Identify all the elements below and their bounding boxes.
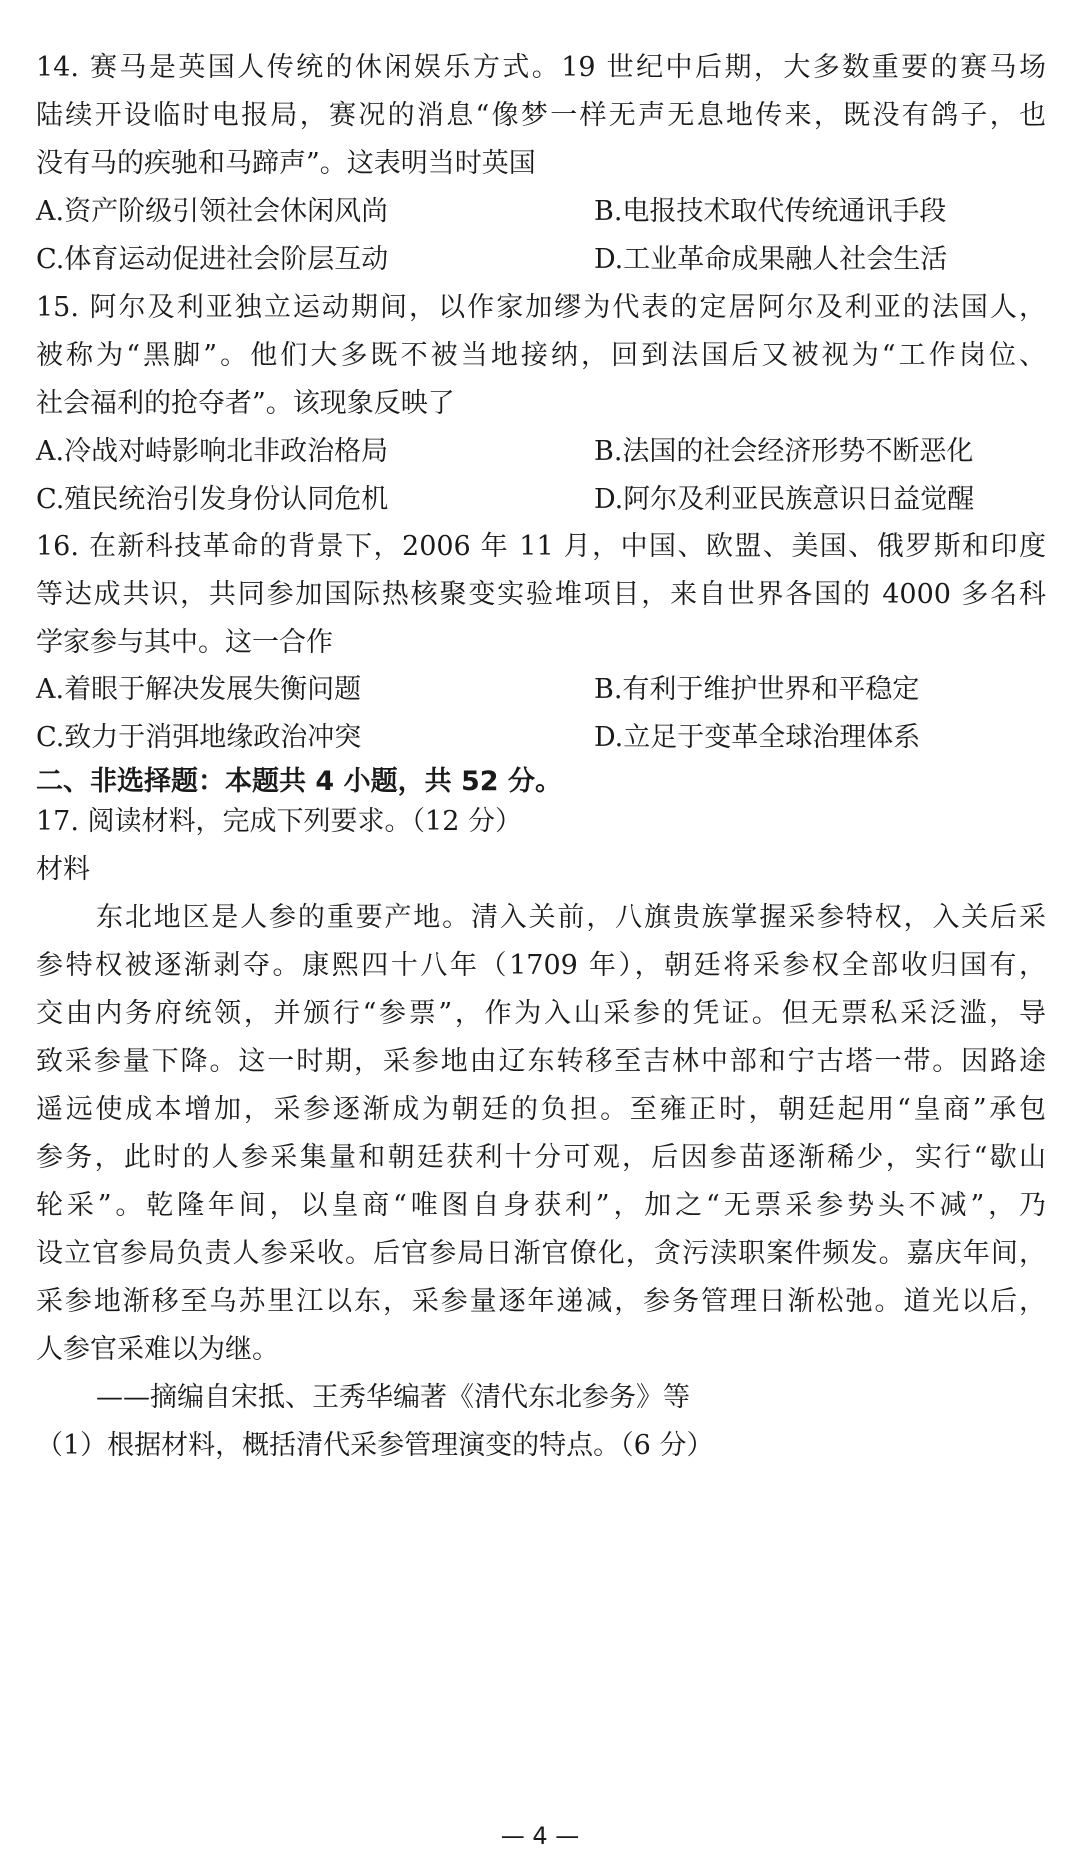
q17-material-line-1: 东北地区是人参的重要产地。清入关前，八旗贵族掌握采参特权，入关后采 (96, 902, 1046, 933)
q14-option-b: B.电报技术取代传统通讯手段 (594, 196, 947, 227)
q16-option-a: A.着眼于解决发展失衡问题 (36, 674, 362, 705)
q15-stem-line-3: 社会福利的抢夺者”。该现象反映了 (36, 388, 455, 419)
q17-sub-question-1: （1）根据材料，概括清代采参管理演变的特点。（6 分） (36, 1430, 714, 1461)
q14-stem-line-1: 14. 赛马是英国人传统的休闲娱乐方式。19 世纪中后期，大多数重要的赛马场 (36, 52, 1046, 83)
q17-material-line-5: 遥远使成本增加，采参逐渐成为朝廷的负担。至雍正时，朝廷起用“皇商”承包 (36, 1094, 1046, 1125)
q16-stem-line-1: 16. 在新科技革命的背景下，2006 年 11 月，中国、欧盟、美国、俄罗斯和印度 (36, 531, 1046, 562)
q17-material-line-4: 致采参量下降。这一时期，采参地由辽东转移至吉林中部和宁古塔一带。因路途 (36, 1046, 1046, 1077)
section-2-heading: 二、非选择题：本题共 4 小题，共 52 分。 (36, 766, 562, 797)
q17-material-source: ——摘编自宋抵、王秀华编著《清代东北参务》等 (96, 1382, 690, 1413)
q17-material-line-10: 人参官采难以为继。 (36, 1334, 279, 1365)
q16-option-b: B.有利于维护世界和平稳定 (594, 674, 920, 705)
q17-material-label: 材料 (36, 854, 90, 885)
q17-material-line-6: 参务，此时的人参采集量和朝廷获利十分可观，后因参苗逐渐稀少，实行“歇山 (36, 1142, 1046, 1173)
q17-material-line-8: 设立官参局负责人参采收。后官参局日渐官僚化，贪污渎职案件频发。嘉庆年间， (36, 1238, 1046, 1269)
q14-stem-line-3: 没有马的疾驰和马蹄声”。这表明当时英国 (36, 148, 536, 179)
q16-stem-line-3: 学家参与其中。这一合作 (36, 627, 333, 658)
q14-option-d: D.工业革命成果融人社会生活 (594, 244, 948, 275)
q14-option-c: C.体育运动促进社会阶层互动 (36, 244, 389, 275)
q16-option-d: D.立足于变革全球治理体系 (594, 722, 921, 753)
q15-option-c: C.殖民统治引发身份认同危机 (36, 484, 389, 515)
q15-option-d: D.阿尔及利亚民族意识日益觉醒 (594, 484, 975, 515)
q15-option-b: B.法国的社会经济形势不断恶化 (594, 436, 974, 467)
q14-stem-line-2: 陆续开设临时电报局，赛况的消息“像梦一样无声无息地传来，既没有鸽子，也 (36, 100, 1046, 131)
q14-option-a: A.资产阶级引领社会休闲风尚 (36, 196, 389, 227)
q15-option-a: A.冷战对峙影响北非政治格局 (36, 436, 389, 467)
page-number: — 4 — (500, 1822, 580, 1850)
q17-material-line-2: 参特权被逐渐剥夺。康熙四十八年（1709 年），朝廷将采参权全部收归国有， (36, 950, 1046, 981)
q15-stem-line-1: 15. 阿尔及利亚独立运动期间，以作家加缪为代表的定居阿尔及利亚的法国人， (36, 292, 1046, 323)
q17-material-line-3: 交由内务府统领，并颁行“参票”，作为入山采参的凭证。但无票私采泛滥，导 (36, 998, 1046, 1029)
q17-material-line-9: 采参地渐移至乌苏里江以东，采参量逐年递减，参务管理日渐松弛。道光以后， (36, 1286, 1046, 1317)
q17-material-line-7: 轮采”。乾隆年间，以皇商“唯图自身获利”，加之“无票采参势头不减”，乃 (36, 1190, 1046, 1221)
q15-stem-line-2: 被称为“黑脚”。他们大多既不被当地接纳，回到法国后又被视为“工作岗位、 (36, 340, 1046, 371)
q17-title: 17. 阅读材料，完成下列要求。（12 分） (36, 806, 522, 837)
q16-option-c: C.致力于消弭地缘政治冲突 (36, 722, 362, 753)
q16-stem-line-2: 等达成共识，共同参加国际热核聚变实验堆项目，来自世界各国的 4000 多名科 (36, 579, 1046, 610)
